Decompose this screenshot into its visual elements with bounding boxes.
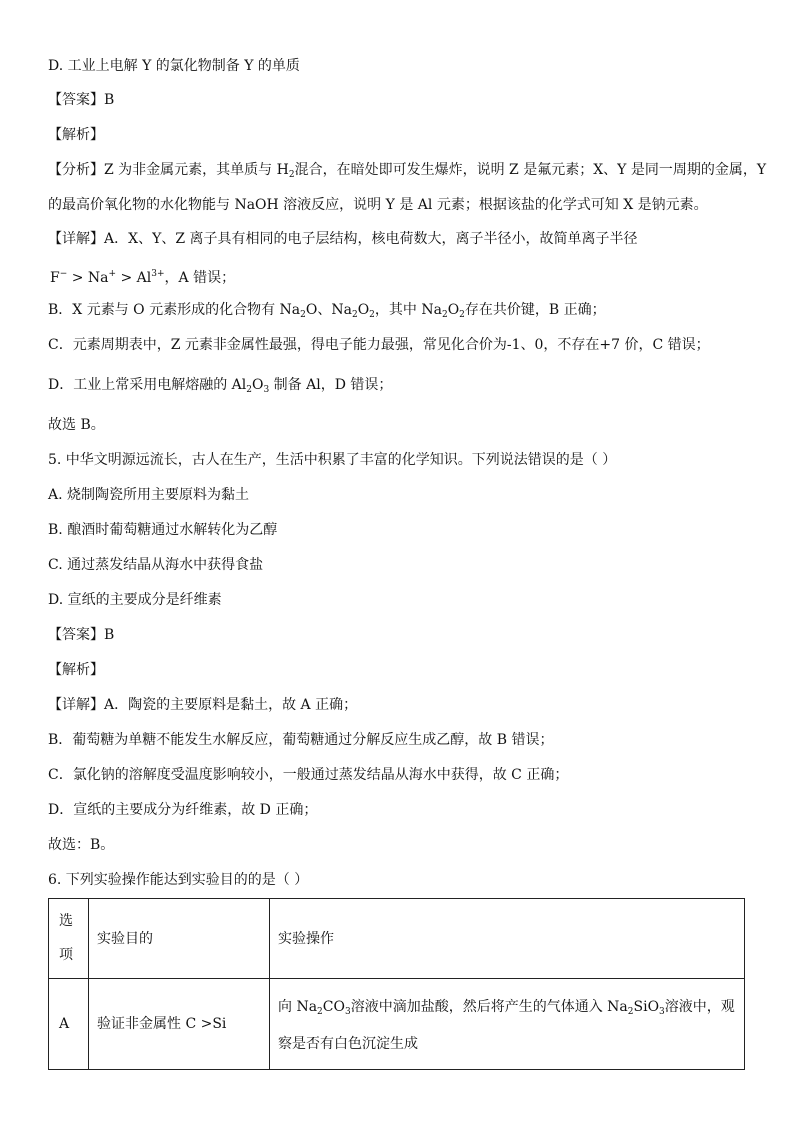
text: 【分析】Z 为非金属元素，其单质与 H [48,162,289,178]
q5-stem: 5. 中华文明源远流长，古人在生产，生活中积累了丰富的化学知识。下列说法错误的是（ ） [48,452,617,468]
q4-fenxi-line2: 的最高价氧化物的水化物能与 NaOH 溶液反应，说明 Y 是 Al 元素；根据该盐的化学式可知 X 是钠元素。 [48,197,708,213]
q4-detail-b [48,300,606,325]
subscript: 2 [288,170,295,180]
superscript: − [59,269,68,279]
row-a-purpose: 验证非金属性 C >Si [97,1016,227,1032]
text: 制备 Al，D 错误； [269,377,393,393]
text: CO [322,999,345,1015]
table-header-row [49,899,744,979]
q5-detail-b: B．葡萄糖为单糖不能发生水解反应，葡萄糖通过分解反应生成乙醇，故 B 错误； [48,732,554,748]
row-a-operation-line1 [278,997,735,1022]
text: O [447,302,460,318]
table-cell [270,979,744,1069]
q4-detail-d [48,375,392,400]
subscript: 2 [369,310,375,320]
subscript: 2 [317,1007,323,1017]
q4-detail-a: 【详解】A．X、Y、Z 离子具有相同的电子层结构，核电荷数大，离子半径小，故简单离子半径 [48,231,638,247]
q6-table [48,898,745,1070]
subscript: 2 [627,1007,634,1017]
q6-stem: 6. 下列实验操作能达到实验目的的是（ ） [48,872,309,888]
text: 溶液中，观 [664,999,735,1015]
q4-answer: 【答案】B [48,92,115,108]
text: O [252,377,264,393]
text: 存在共价键，B 正确； [464,302,606,318]
table-header-cell [49,899,89,978]
q5-detail-d: D．宣纸的主要成分为纤维素，故 D 正确； [48,802,318,818]
q5-choose: 故选：B。 [48,837,115,853]
q5-answer: 【答案】B [48,627,115,643]
q5-option-d: D. 宣纸的主要成分是纤维素 [48,592,222,608]
text: 溶液中滴加盐酸，然后将产生的气体通入 Na [350,999,628,1015]
table-header-cell [89,899,270,978]
subscript: 2 [300,310,306,320]
text: D．工业上常采用电解熔融的 Al [48,377,247,393]
q4-detail-c: C．元素周期表中，Z 元素非金属性最强，得电子能力最强，常见化合价为-1、0，不存在+7 价，C 错误； [48,337,710,353]
subscript: 2 [459,310,465,320]
q4-option-d: D. 工业上电解 Y 的氯化物制备 Y 的单质 [48,58,300,74]
header-option-1: 选 [59,913,73,929]
header-operation: 实验操作 [278,931,334,947]
q5-option-b: B. 酿酒时葡萄糖通过水解转化为乙醇 [48,522,278,538]
table-header-cell [270,899,744,978]
text: ，A 错误； [164,270,236,286]
q5-detail-c: C．氯化钠的溶解度受温度影响较小，一般通过蒸发结晶从海水中获得，故 C 正确； [48,767,569,783]
q5-option-a: A. 烧制陶瓷所用主要原料为黏土 [48,487,250,503]
subscript: 2 [351,310,358,320]
subscript: 2 [246,385,252,395]
subscript: 3 [263,385,270,395]
row-a-operation-line2: 察是否有白色沉淀生成 [278,1036,418,1052]
header-option-2: 项 [59,947,73,963]
q5-option-c: C. 通过蒸发结晶从海水中获得食盐 [48,557,264,573]
subscript: 3 [659,1007,665,1017]
q5-detail-a: 【详解】A．陶瓷的主要原料是黏土，故 A 正确； [48,697,358,713]
q4-analysis-title: 【解析】 [48,127,104,143]
q5-analysis-title: 【解析】 [48,662,104,678]
formula-f: F [50,270,60,286]
header-purpose: 实验目的 [97,931,153,947]
formula-na: > Na [67,270,109,286]
superscript: + [108,269,117,279]
text: SiO [633,999,660,1015]
text: ，其中 Na [374,302,442,318]
text: 混合，在暗处即可发生爆炸，说明 Z 是氟元素；X、Y 是同一周期的金属，Y [294,162,767,178]
text: O、Na [305,302,352,318]
q4-choose: 故选 B。 [48,417,105,433]
formula-al: > Al [116,270,152,286]
subscript: 3 [344,1007,351,1017]
q4-detail-a-formula [50,264,235,288]
text: B．X 元素与 O 元素形成的化合物有 Na [48,302,301,318]
table-cell [89,979,270,1069]
row-a-option: A [59,1016,70,1032]
table-cell [49,979,89,1069]
subscript: 2 [441,310,448,320]
q4-fenxi-line1 [48,160,766,185]
table-row [49,979,744,1069]
text: 向 Na [278,999,318,1015]
text: O [357,302,370,318]
superscript: 3+ [151,269,165,279]
